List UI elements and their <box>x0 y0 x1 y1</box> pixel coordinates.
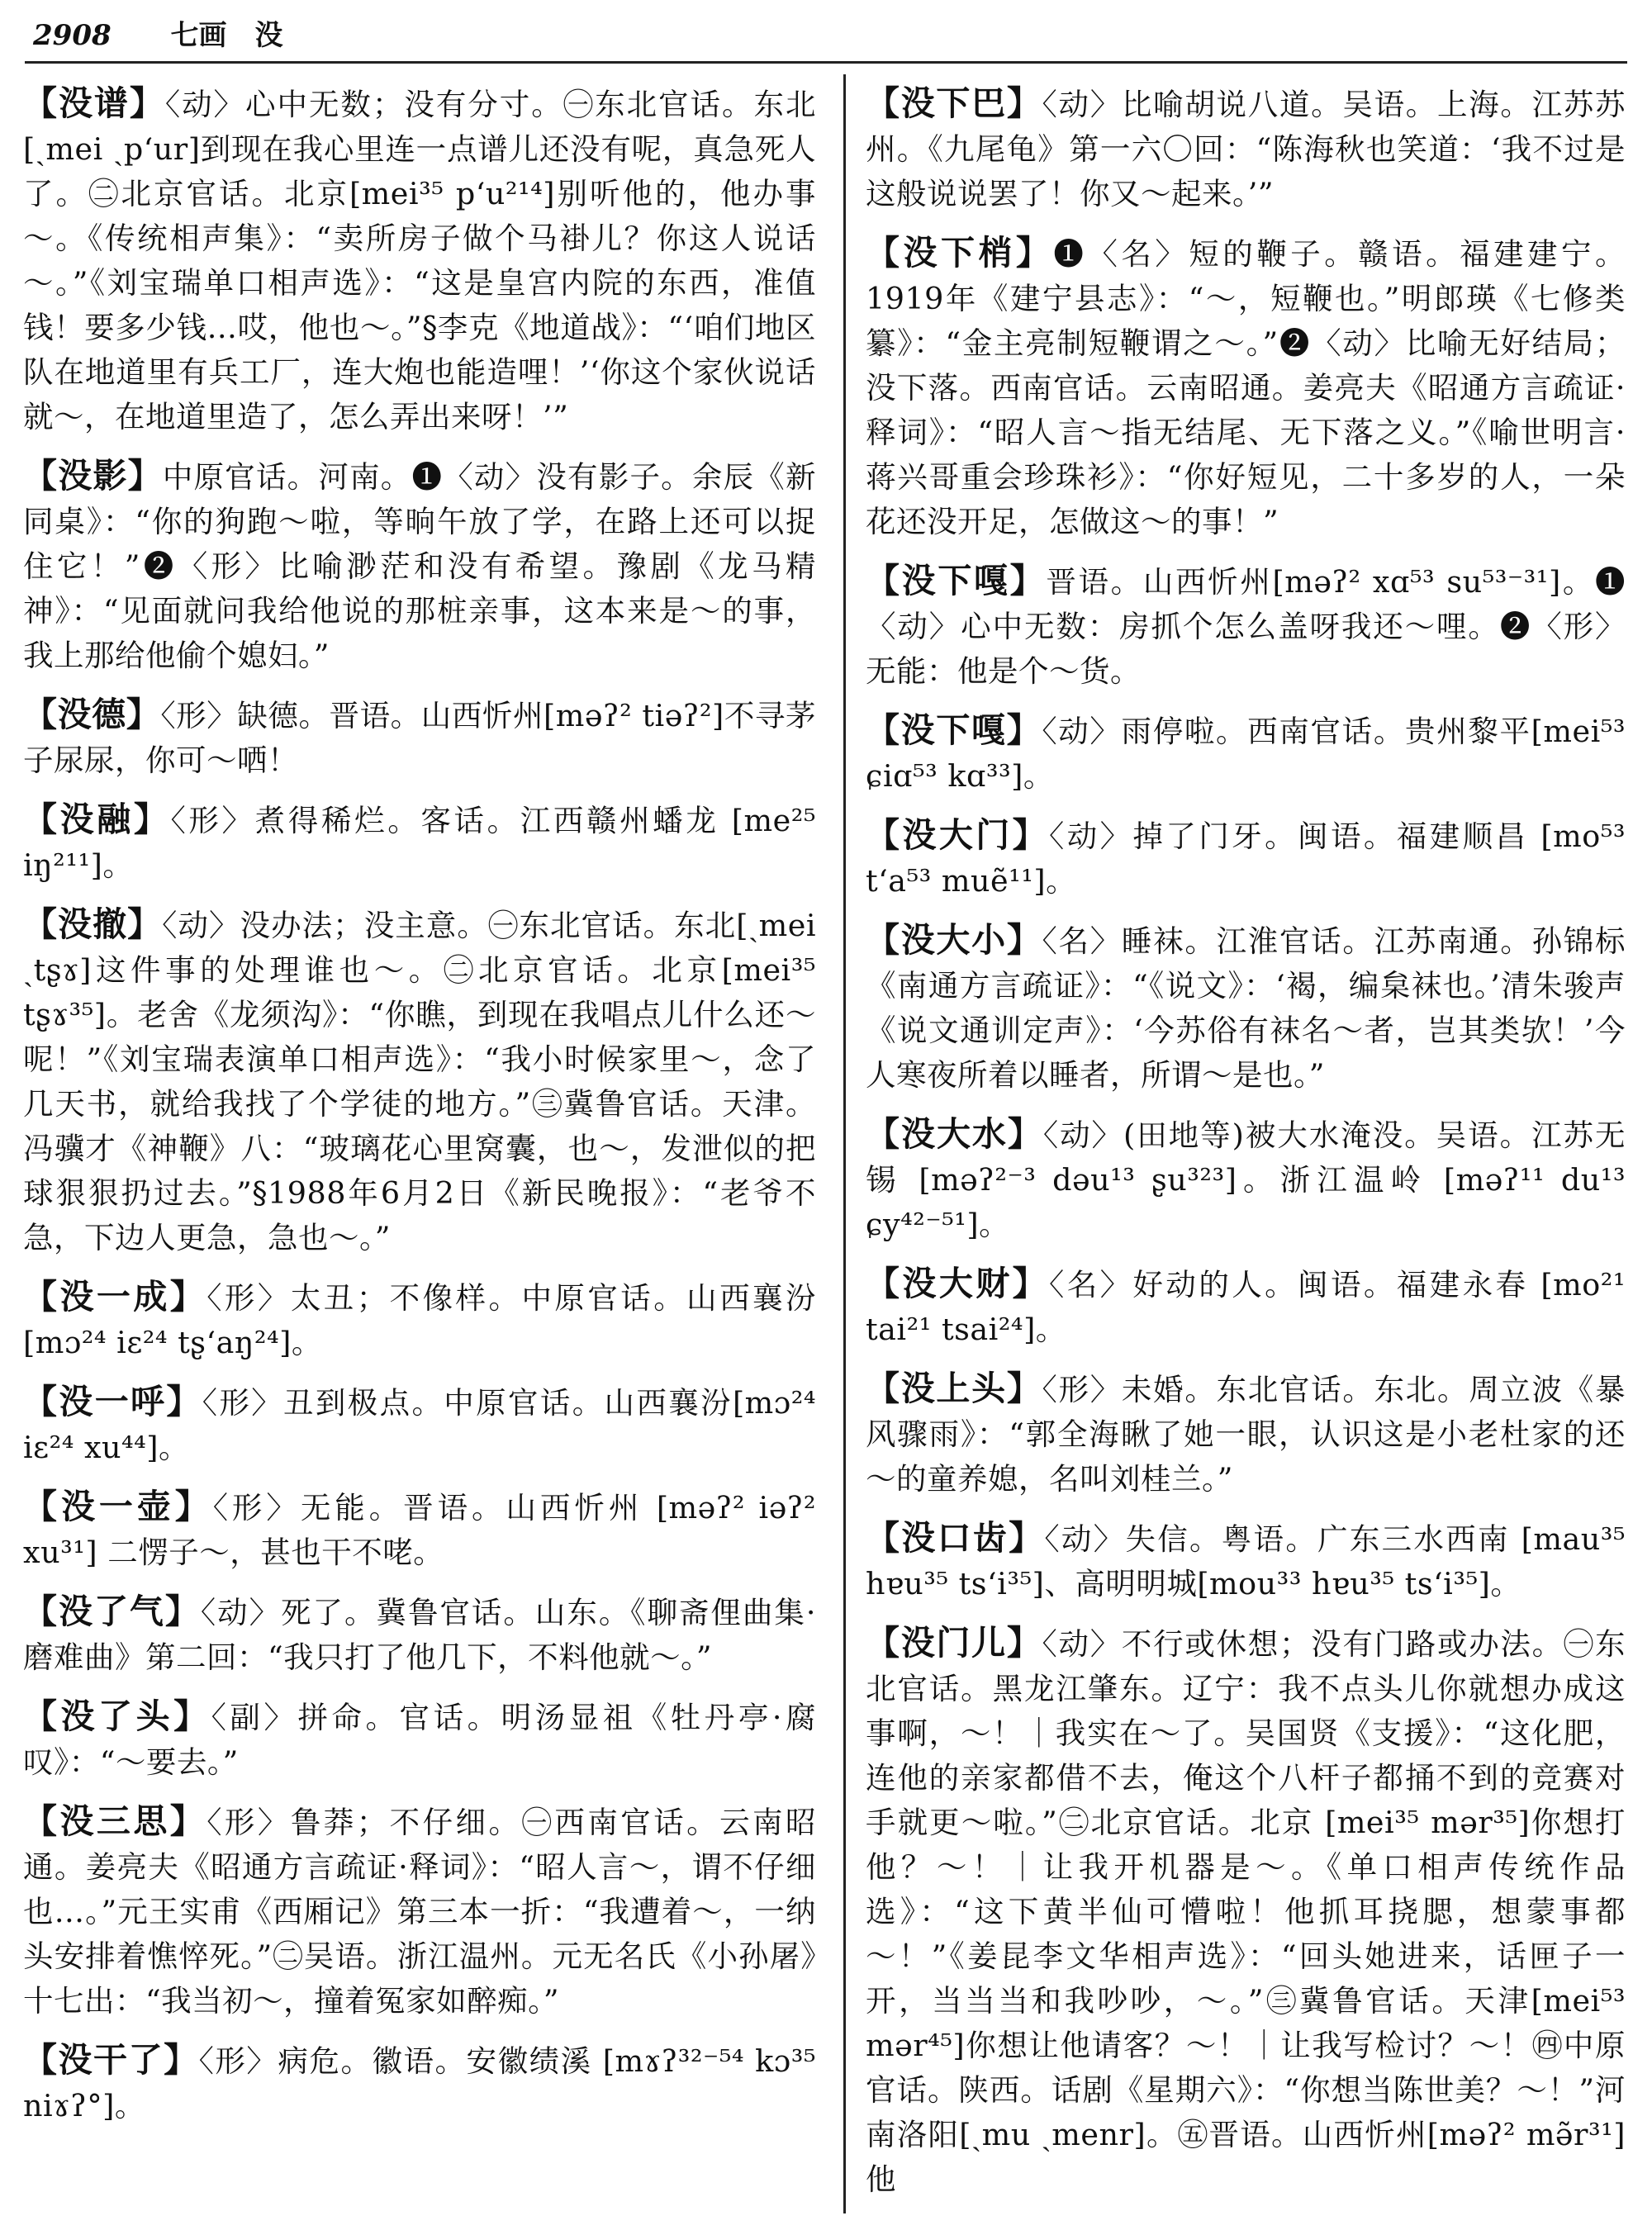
entry-headword: 【没大门】 <box>866 815 1050 855</box>
dictionary-entry <box>23 902 816 1260</box>
entry-headword: 【没一呼】 <box>23 1382 202 1421</box>
entry-body: 〈形〉丑到极点。中原官话。山西襄汾[mɔ²⁴ iɛ²⁴ xu⁴⁴]。 <box>23 1385 816 1465</box>
page-section-title: 七画 没 <box>170 19 283 52</box>
entry-body: 〈动〉掉了门牙。闽语。福建顺昌 [mo⁵³ t‘a⁵³ muẽ¹¹]。 <box>866 818 1626 899</box>
entry-body: 〈动〉不行或休想；没有门路或办法。㊀东北官话。黑龙江肇东。辽宁：我不点头儿你就想办成这事啊，～！｜我实在～了。吴国贤《支援》：“这化肥，连他的亲家都借不去，俺这个八杆子都捅不到的竞赛对手就更～啦。”㊁北京官话。北京 [mei³⁵ mər³⁵]你想打他？～！｜让我开机器是～。《单口相声传统作品选》：“这下黄半仙可懵啦！他抓耳挠腮，想蒙事都～！”《姜昆李文华相声选》：“回头她进来，话匣子一开，当当当和我吵吵，～。”㊂冀鲁官话。天津[mei⁵³ mər⁴⁵]你想让他请客？～！｜让我写检讨？～！㊃中原官话。陕西。话剧《星期六》：“你想当陈世美？～！”河南洛阳[ˏmu ˏmenr]。㊄晋语。山西忻州[məʔ² mə̃r³¹]他 <box>866 1626 1626 2197</box>
dictionary-entry <box>23 453 816 678</box>
dictionary-entry <box>866 1516 1626 1606</box>
dictionary-entry <box>866 918 1626 1098</box>
entry-body: 〈形〉缺德。晋语。山西忻州[məʔ² tiəʔ²]不寻茅子尿尿，你可～哂！ <box>23 698 817 778</box>
dictionary-entry <box>23 692 816 783</box>
dictionary-entry <box>866 1261 1626 1352</box>
entry-body: ❶〈名〉短的鞭子。赣语。福建建宁。1919年《建宁县志》：“～，短鞭也。”明郎瑛《七修类纂》：“金主亮制短鞭谓之～。”❷〈动〉比喻无好结局；没下落。西南官话。云南昭通。姜亮夫《昭通方言疏证·释词》：“昭人言～指无结尾、无下落之义。”《喻世明言·蒋兴哥重会珍珠衫》：“你好短见，二十多岁的人，一朵花还没开足，怎做这～的事！” <box>866 236 1626 539</box>
entry-body: 晋语。山西忻州[məʔ² xɑ⁵³ su⁵³⁻³¹]。❶〈动〉心中无数：房抓个怎么盖呀我还～哩。❷〈形〉无能：他是个～货。 <box>866 564 1626 689</box>
dictionary-entry <box>866 1620 1626 2202</box>
entry-body: 〈动〉死了。冀鲁官话。山东。《聊斋俚曲集·磨难曲》第二回：“我只打了他几下，不料他就～。” <box>23 1595 817 1675</box>
dictionary-entry <box>23 81 816 439</box>
entry-headword: 【没口齿】 <box>866 1518 1045 1558</box>
entry-headword: 【没一壶】 <box>23 1487 213 1526</box>
dictionary-entry <box>23 1799 816 2024</box>
entry-body: 〈形〉煮得稀烂。客话。江西赣州蟠龙 [me²⁵ iŋ²¹¹]。 <box>23 803 816 883</box>
dictionary-entry <box>23 1274 816 1365</box>
entry-body: 〈动〉心中无数；没有分寸。㊀东北官话。东北[ˏmei ˎp‘ur]到现在我心里连一点谱儿还没有呢，真急死人了。㊁北京官话。北京[mei³⁵ p‘u²¹⁴]别听他的，他办事～。《传统相声集》：“卖所房子做个马褂儿？你这人说话～。”《刘宝瑞单口相声选》：“这是皇宫内院的东西，准值钱！要多少钱…哎，他也～。”§李克《地道战》：“‘咱们地区队在地道里有兵工厂，连大炮也能造哩！’‘你这个家伙说话就～，在地道里造了，怎么弄出来呀！’” <box>23 87 816 434</box>
entry-headword: 【没干了】 <box>23 2040 199 2080</box>
entry-body: 〈名〉好动的人。闽语。福建永春 [mo²¹ tai²¹ tsai²⁴]。 <box>866 1267 1626 1347</box>
dictionary-entry <box>866 558 1626 694</box>
entry-body: 〈形〉病危。徽语。安徽绩溪 [mɤʔ³²⁻⁵⁴ kɔ³⁵ niɤʔ°]。 <box>23 2043 817 2123</box>
entry-headword: 【没了头】 <box>23 1696 211 1736</box>
entry-headword: 【没大财】 <box>866 1264 1050 1303</box>
dictionary-entry <box>866 708 1626 799</box>
entry-body: 〈动〉没办法；没主意。㊀东北官话。东北[ˏmei ˏtʂɤ]这件事的处理谁也～。㊁北京官话。北京[mei³⁵ tʂɤ³⁵]。老舍《龙须沟》：“你瞧，到现在我唱点儿什么还～呢！”《刘宝瑞表演单口相声选》：“我小时候家里～，念了几天书，就给我找了个学徒的地方。”㊂冀鲁官话。天津。冯骥才《神鞭》八：“玻璃花心里窝囊，也～，发泄似的把球狠狠扔过去。”§1988年6月2日《新民晚报》：“老爷不急，下边人更急，急也～。” <box>23 908 817 1255</box>
entry-headword: 【没谱】 <box>23 83 165 123</box>
entry-headword: 【没融】 <box>23 799 171 839</box>
entry-headword: 【没影】 <box>23 456 163 496</box>
entry-body: 〈形〉未婚。东北官话。东北。周立波《暴风骤雨》：“郭全海瞅了她一眼，认识这是小老杜家的还～的童养媳，名叫刘桂兰。” <box>866 1372 1626 1497</box>
entry-headword: 【没大小】 <box>866 920 1042 960</box>
page-header <box>33 15 1619 56</box>
dictionary-entry <box>23 1694 816 1785</box>
dictionary-entry <box>23 1484 816 1575</box>
entry-body: 〈动〉比喻胡说八道。吴语。上海。江苏苏州。《九尾龟》第一六〇回：“陈海秋也笑道：‘我不过是这般说说罢了！你又～起来。’” <box>866 87 1626 211</box>
entry-headword: 【没撤】 <box>23 904 163 944</box>
entry-body: 〈名〉睡袜。江淮官话。江苏南通。孙锦标《南通方言疏证》：“《说文》：‘褐，编枲袜也。’清朱骏声《说文通训定声》：‘今苏俗有袜名～者，岂其类欤！’今人寒夜所着以睡者，所谓～是也。” <box>866 923 1626 1093</box>
dictionary-entry <box>866 230 1626 544</box>
right-column <box>866 81 1626 2216</box>
entry-headword: 【没下巴】 <box>866 83 1042 123</box>
column-divider <box>843 74 846 2213</box>
entry-body: 中原官话。河南。❶〈动〉没有影子。余辰《新同桌》：“你的狗跑～啦，等晌午放了学，在路上还可以捉住它！”❷〈形〉比喻渺茫和没有希望。豫剧《龙马精神》：“见面就问我给他说的那桩亲事，这本来是～的事，我上那给他偷个媳妇。” <box>23 459 817 673</box>
entry-body: 〈形〉鲁莽；不仔细。㊀西南官话。云南昭通。姜亮夫《昭通方言疏证·释词》：“昭人言～，谓不仔细也…。”元王实甫《西厢记》第三本一折：“我遭着～，一纳头安排着憔悴死。”㊁吴语。浙江温州。元无名氏《小孙屠》十七出：“我当初～，撞着冤家如醉痴。” <box>23 1805 817 2019</box>
dictionary-entry <box>866 81 1626 216</box>
entry-headword: 【没三思】 <box>23 1801 207 1841</box>
entry-headword: 【没德】 <box>23 695 161 734</box>
entry-body: 〈形〉无能。晋语。山西忻州 [məʔ² iəʔ² xu³¹] 二愣子～，甚也干不咾。 <box>23 1490 816 1570</box>
entry-headword: 【没下嘎】 <box>866 710 1042 750</box>
entry-body: 〈动〉失信。粤语。广东三水西南 [mau³⁵ hɐu³⁵ ts‘i³⁵]、高明明城[mou³³ hɐu³⁵ ts‘i³⁵]。 <box>866 1521 1626 1601</box>
entry-body: 〈动〉雨停啦。西南官话。贵州黎平[mei⁵³ ɕiɑ⁵³ kɑ³³]。 <box>866 714 1626 794</box>
entry-headword: 【没一成】 <box>23 1277 207 1317</box>
entry-headword: 【没大水】 <box>866 1114 1043 1154</box>
entry-body: 〈动〉(田地等)被大水淹没。吴语。江苏无锡 [məʔ²⁻³ dəu¹³ ʂu³²³]。浙江温岭 [məʔ¹¹ du¹³ ɕy⁴²⁻⁵¹]。 <box>866 1117 1626 1242</box>
dictionary-entry <box>866 813 1626 904</box>
entry-headword: 【没下梢】 <box>866 233 1054 273</box>
page-number: 2908 <box>33 19 112 52</box>
entry-headword: 【没了气】 <box>23 1592 201 1631</box>
entry-headword: 【没门儿】 <box>866 1623 1042 1663</box>
header-rule <box>25 61 1627 64</box>
dictionary-entry <box>866 1112 1626 1247</box>
entry-headword: 【没下嘎】 <box>866 561 1047 600</box>
left-column <box>23 81 816 2142</box>
dictionary-entry <box>866 1366 1626 1502</box>
dictionary-entry <box>23 797 816 888</box>
entry-headword: 【没上头】 <box>866 1369 1042 1408</box>
entry-body: 〈形〉太丑；不像样。中原官话。山西襄汾[mɔ²⁴ iɛ²⁴ tʂ‘aŋ²⁴]。 <box>23 1280 817 1360</box>
dictionary-entry <box>23 2038 816 2128</box>
dictionary-entry <box>23 1589 816 1680</box>
entry-body: 〈副〉拼命。官话。明汤显祖《牡丹亭·腐叹》：“～要去。” <box>23 1700 816 1780</box>
dictionary-entry <box>23 1379 816 1470</box>
